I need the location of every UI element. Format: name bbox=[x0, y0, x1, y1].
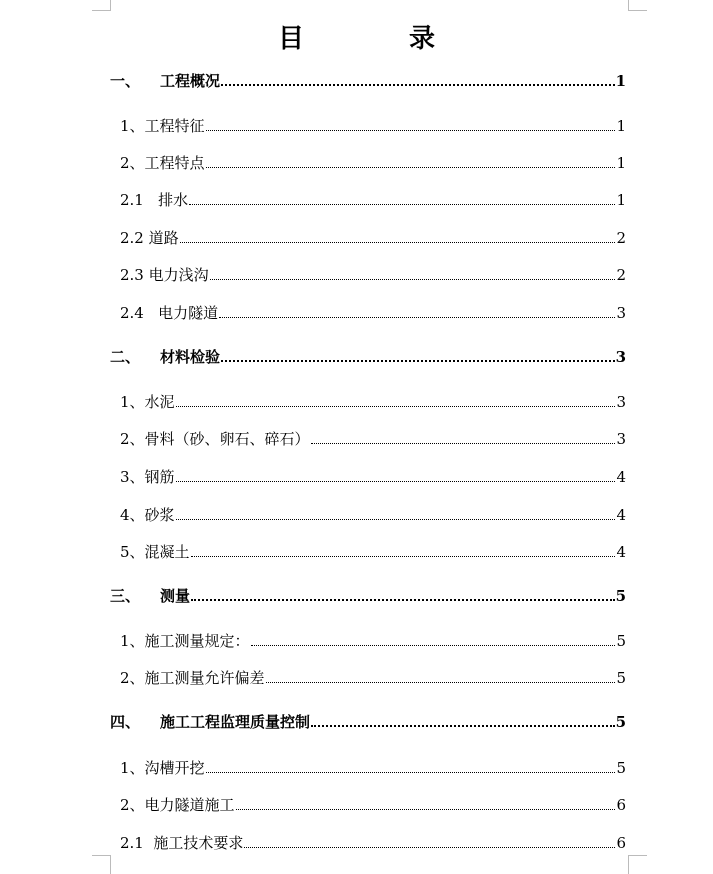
toc-entry-number: 2.1 bbox=[120, 834, 154, 852]
toc-section-entry[interactable] bbox=[120, 541, 626, 561]
toc-entry-text: 钢筋 bbox=[144, 468, 175, 486]
toc-section-entry[interactable] bbox=[120, 152, 626, 172]
toc-section-entry[interactable] bbox=[120, 391, 626, 411]
page-corner-mark bbox=[628, 0, 647, 11]
toc-page-number: 5 bbox=[616, 759, 626, 777]
toc-page-number: 5 bbox=[615, 713, 626, 731]
toc-entry-number: 5、 bbox=[120, 543, 145, 561]
toc-entry-text: 骨料（砂、卵石、碎石） bbox=[144, 430, 310, 448]
toc-dot-leader bbox=[176, 481, 616, 482]
toc-dot-leader bbox=[206, 772, 616, 773]
toc-entry-number: 3、 bbox=[120, 468, 145, 486]
toc-page-number: 3 bbox=[616, 393, 626, 411]
toc-chapter-entry[interactable] bbox=[110, 346, 626, 366]
toc-section-entry[interactable] bbox=[120, 667, 626, 687]
toc-entry-text: 工程概况 bbox=[160, 72, 221, 90]
toc-page-number: 6 bbox=[616, 796, 626, 814]
toc-section-entry[interactable] bbox=[120, 227, 626, 247]
page-corner-mark bbox=[92, 0, 111, 11]
toc-dot-leader bbox=[176, 406, 616, 407]
toc-entry-number: 2、 bbox=[120, 430, 145, 448]
toc-entry-text: 工程特征 bbox=[144, 117, 205, 135]
toc-page-number: 4 bbox=[616, 468, 626, 486]
toc-section-entry[interactable] bbox=[120, 466, 626, 486]
toc-entry-text: 电力浅沟 bbox=[148, 266, 209, 284]
toc-title: 目 录 bbox=[277, 24, 484, 54]
toc-entry-text: 水泥 bbox=[144, 393, 175, 411]
toc-entry-text: 电力隧道施工 bbox=[144, 796, 235, 814]
toc-entry-number: 2、 bbox=[120, 796, 145, 814]
toc-chapter-entry[interactable] bbox=[110, 70, 626, 90]
toc-section-entry[interactable] bbox=[120, 757, 626, 777]
toc-page-number: 1 bbox=[616, 117, 626, 135]
toc-page-number: 4 bbox=[616, 543, 626, 561]
toc-dot-leader bbox=[236, 809, 616, 810]
toc-entry-number: 1、 bbox=[120, 393, 145, 411]
toc-dot-leader bbox=[266, 682, 616, 683]
toc-chapter-entry[interactable] bbox=[110, 711, 626, 731]
toc-dot-leader bbox=[191, 556, 616, 557]
toc-entry-number: 二、 bbox=[110, 348, 141, 366]
toc-entry-number: 三、 bbox=[110, 587, 141, 605]
toc-dot-leader bbox=[206, 167, 616, 168]
toc-dot-leader bbox=[251, 645, 616, 646]
toc-entry-text: 排水 bbox=[158, 191, 189, 209]
toc-dot-leader bbox=[311, 725, 615, 727]
toc-dot-leader bbox=[219, 317, 615, 318]
toc-chapter-entry[interactable] bbox=[110, 585, 626, 605]
toc-entry-number: 2.3 bbox=[120, 266, 149, 284]
toc-section-entry[interactable] bbox=[120, 428, 626, 448]
toc-dot-leader bbox=[221, 84, 615, 86]
toc-entry-text: 测量 bbox=[160, 587, 191, 605]
toc-section-entry[interactable] bbox=[120, 302, 626, 322]
toc-entry-text: 材料检验 bbox=[160, 348, 221, 366]
toc-dot-leader bbox=[176, 519, 616, 520]
toc-page-number: 5 bbox=[616, 669, 626, 687]
toc-page-number: 1 bbox=[615, 72, 626, 90]
toc-entry-text: 施工测量规定： bbox=[144, 632, 250, 650]
toc-entry-number: 1、 bbox=[120, 632, 145, 650]
toc-page-number: 1 bbox=[616, 191, 626, 209]
toc-entry-text: 混凝土 bbox=[144, 543, 190, 561]
toc-section-entry[interactable] bbox=[120, 630, 626, 650]
toc-dot-leader bbox=[206, 130, 616, 131]
toc-dot-leader bbox=[189, 204, 615, 205]
toc-page-number: 3 bbox=[616, 430, 626, 448]
toc-entry-number: 1、 bbox=[120, 117, 145, 135]
toc-entry-number: 2.1 bbox=[120, 191, 159, 209]
toc-entry-number: 一、 bbox=[110, 72, 141, 90]
toc-entry-number: 四、 bbox=[110, 713, 141, 731]
toc-section-entry[interactable] bbox=[120, 189, 626, 209]
toc-page-number: 6 bbox=[616, 834, 626, 852]
toc-entry-number: 1、 bbox=[120, 759, 145, 777]
toc-section-entry[interactable] bbox=[120, 504, 626, 524]
toc-section-entry[interactable] bbox=[120, 832, 626, 852]
toc-entry-text: 施工测量允许偏差 bbox=[144, 669, 265, 687]
toc-page-number: 3 bbox=[615, 348, 626, 366]
toc-entry-number: 2、 bbox=[120, 669, 145, 687]
toc-entry-text: 施工技术要求 bbox=[153, 834, 244, 852]
toc-dot-leader bbox=[210, 279, 616, 280]
toc-entry-text: 工程特点 bbox=[144, 154, 205, 172]
toc-section-entry[interactable] bbox=[120, 264, 626, 284]
toc-page-number: 2 bbox=[616, 266, 626, 284]
toc-dot-leader bbox=[311, 443, 616, 444]
toc-page-number: 2 bbox=[616, 229, 626, 247]
toc-dot-leader bbox=[244, 847, 615, 848]
toc-dot-leader bbox=[191, 599, 615, 601]
toc-page-number: 5 bbox=[616, 632, 626, 650]
toc-entry-number: 2、 bbox=[120, 154, 145, 172]
toc-entry-number: 2.2 bbox=[120, 229, 149, 247]
toc-page-number: 5 bbox=[615, 587, 626, 605]
toc-section-entry[interactable] bbox=[120, 115, 626, 135]
toc-entry-text: 砂浆 bbox=[144, 506, 175, 524]
toc-section-entry[interactable] bbox=[120, 794, 626, 814]
toc-entry-text: 沟槽开挖 bbox=[144, 759, 205, 777]
toc-entry-number: 4、 bbox=[120, 506, 145, 524]
toc-entry-number: 2.4 bbox=[120, 304, 159, 322]
toc-dot-leader bbox=[221, 360, 615, 362]
toc-page-number: 1 bbox=[616, 154, 626, 172]
toc-entry-text: 施工工程监理质量控制 bbox=[160, 713, 311, 731]
toc-entry-text: 电力隧道 bbox=[158, 304, 219, 322]
toc-entry-text: 道路 bbox=[148, 229, 179, 247]
toc-page-number: 3 bbox=[616, 304, 626, 322]
toc-dot-leader bbox=[180, 242, 616, 243]
toc-page-number: 4 bbox=[616, 506, 626, 524]
